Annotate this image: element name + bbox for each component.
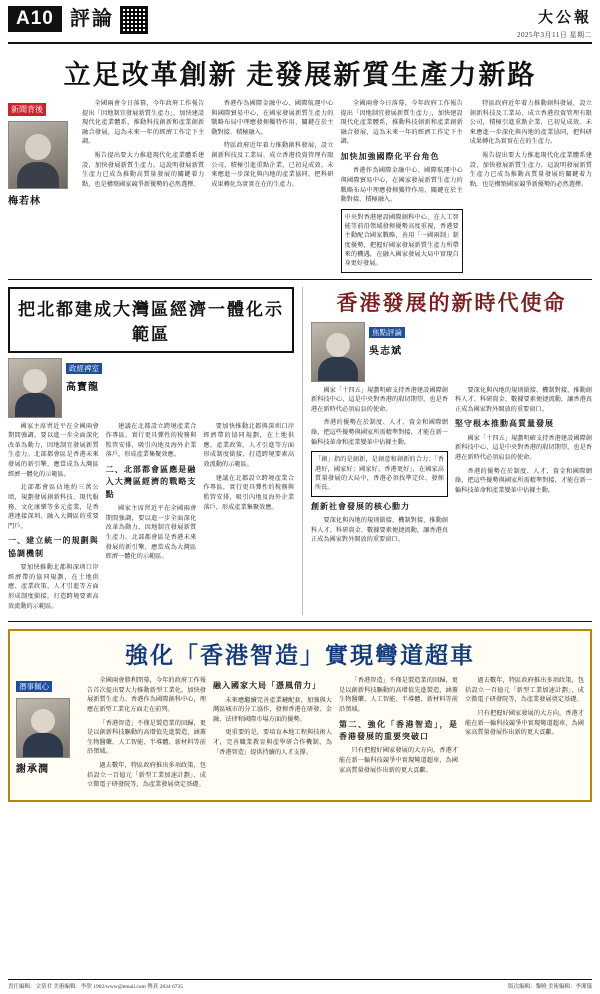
column [82, 99, 204, 273]
author-name: 高寶龍 [66, 381, 99, 393]
column-tag: 政經裨室 [66, 363, 102, 374]
pull-quote: 「創」指的是創新，是創意和創新的合力；「香港好，國家好；國家好，香港更好」，在國家高質量發展的大局中，香港必須找準定位、發揮所長。 [311, 451, 448, 496]
paragraph: 香港的優勢在於制度、人才、資金和國際網絡，把這些優勢與國家所需精準對接，才能在新一輪科技革命和產業變革中佔據主動。 [455, 467, 592, 494]
paragraph: 全國兩會今日落幕，今年政府工作報告提出「因地制宜發展新質生產力」，加快建設現代化產業體系，推動科技創新和產業創新融合發展，這為未來一年的經濟工作定下主調。 [340, 100, 463, 146]
masthead [8, 6, 592, 44]
paragraph: 只有把握好國家發展的大方向，香港才能在新一輪科技競爭中實現彎道超車，為國家高質量發展作出新的更大貢獻。 [339, 747, 458, 774]
subheading: 融入國家大局「憑風借力」 [213, 681, 321, 691]
column [311, 386, 448, 549]
paragraph: 過去數年，特區政府推出多項政策，包括設立一百億元「新型工業加速計劃」、成立微電子研發院等，為產業發展奠定基礎。 [87, 762, 206, 789]
paragraph: 「香港智造」不僅是製造業的回歸，更是以創新科技驅動的高增值先進製造，涵蓋生物醫藥、人工智能、半導體、新材料等前沿領域。 [87, 719, 206, 756]
column [211, 99, 333, 273]
paper-logo: 大公報 [537, 10, 592, 26]
paragraph: 特區政府近年着力推動創科發展，設立創新科技及工業局、成立香港投資管理有限公司，積極引進重點企業，已初見成效。未來應進一步深化與內地的產業協同，把科研成果轉化為實實在在的生產力。 [211, 142, 334, 188]
subheading: 堅守根本推動高質量發展 [455, 419, 554, 429]
column [465, 676, 584, 794]
paragraph: 國家「十四五」規劃明確支持香港建設國際創新科技中心，這是中央對香港的殷切期望，也是香港在新時代必須肩負的使命。 [311, 386, 448, 413]
paragraph: 報告提出要大力推進現代化產業體系建設，加快發展新質生產力。這說明發展新質生產力已成為推動高質量發展的關鍵着力點，也是構築國家競爭新優勢的必然選擇。 [469, 152, 592, 188]
column [470, 99, 592, 273]
masthead-right [517, 6, 592, 40]
paper-date: 2025年3月11日 星期二 [517, 31, 592, 39]
paragraph: 全國兩會勝利閉幕，今年的政府工作報告首次提出要大力推動新型工業化，加快發展新質生產力。香港作為國際創科中心，理應在新型工業化方面走在前列。 [87, 677, 206, 714]
subheading: 創新社會發展的核心動力 [311, 501, 410, 511]
author-name: 謝承潤 [16, 764, 49, 776]
column [339, 676, 458, 794]
feature-body [16, 676, 584, 794]
column [106, 422, 197, 616]
column [213, 676, 332, 794]
paragraph: 只有把握好國家發展的大方向，香港才能在新一輪科技競爭中實現彎道超車，為國家高質量發展作出新的更大貢獻。 [465, 710, 584, 737]
author-portrait [311, 322, 365, 382]
column [8, 422, 99, 616]
pull-quote: 中央對香港建設國際創科中心、在人工智能等前沿領域發揮優勢高度重視，香港要主動配合國家戰略，善用「一國兩制」制度優勢，把握好國家發展新質生產力所帶來的機遇，在融入國家發展大局中實現自身更好發展。 [341, 209, 463, 273]
author-block [311, 322, 592, 382]
column [341, 99, 463, 273]
feature-article [8, 629, 592, 802]
paragraph: 北部都會區佔地約三萬公頃，規劃發展創新科技、現代服務、文化康樂等多元產業，是香港連接深圳、融入大灣區的重要門戶。 [8, 484, 99, 530]
author-portrait [8, 121, 68, 189]
paragraph: 過去數年，特區政府推出多項政策，包括設立一百億元「新型工業加速計劃」、成立微電子研發院等，為產業發展奠定基礎。 [465, 677, 584, 704]
column-tag: 潛事佩心 [16, 681, 52, 692]
lead-article [8, 99, 592, 280]
paragraph: 要加快推動北都與深圳口岸經濟帶的協同規劃，在土地供應、產業政策、人才引進等方面形成制度銜接，打造跨境要素高效流動的示範區。 [203, 422, 295, 469]
author-block [8, 358, 294, 418]
footer-right: 版次編輯：黎曉 美術編輯：李潔儀 [508, 984, 592, 990]
article-new-era-mission [302, 287, 592, 616]
paragraph: 國家主席習近平在全國兩會期間強調，要以進一步全面深化改革為動力，因地制宜發展新質生產力。北部都會區是香港未來發展的新引擎，應當成為大灣區經濟一體化的示範區。 [105, 505, 197, 561]
author-name: 梅若林 [8, 196, 41, 207]
paragraph: 全國兩會今日落幕，今年政府工作報告提出「因地制宜發展新質生產力」，加快建設現代化產業體系，推動科技創新和產業創新融合發展，這為未來一年的經濟工作定下主調。 [82, 100, 205, 146]
article-headline: 把北都建成大灣區經濟一體化示範區 [8, 287, 294, 353]
middle-section [8, 287, 592, 623]
page-footer [8, 979, 592, 990]
column [87, 676, 206, 794]
page-number-badge: A10 [8, 6, 62, 32]
paragraph: 未來應繼續完善產業鏈配套，加強與大灣區城市的分工協作，發揮香港在研發、金融、法律和國際市場方面的優勢。 [213, 696, 332, 723]
article-columns [311, 386, 592, 549]
subheading: 一、建立統一的規劃與協調機制 [8, 536, 99, 558]
paragraph: 「香港智造」不僅是製造業的回歸，更是以創新科技驅動的高增值先進製造，涵蓋生物醫藥、人工智能、半導體、新材料等前沿領域。 [339, 677, 458, 714]
author-portrait [16, 698, 70, 758]
paragraph: 要深化與內地的規則銜接、機制對接，推動創科人才、科研資金、數據要素便捷流動，讓香港真正成為國家對外開放的重要窗口。 [455, 386, 592, 413]
paragraph: 建議在北都設立跨境產業合作專區，實行更具彈性的稅務與監管安排，吸引內地及海外企業落戶，形成產業集聚效應。 [203, 474, 295, 511]
column-tag: 焦點評論 [369, 327, 405, 338]
paragraph: 要深化與內地的規則銜接、機制對接，推動創科人才、科研資金、數據要素便捷流動，讓香港真正成為國家對外開放的重要窗口。 [311, 516, 448, 544]
paragraph: 香港作為國際金融中心、國際航運中心與國際貿易中心，在國家發展新質生產力的戰略布局中理應發揮獨特作用，關鍵在於主動對接、積極融入。 [211, 100, 334, 136]
paragraph: 香港的優勢在於制度、人才、資金和國際網絡，把這些優勢與國家所需精準對接，才能在新一輪科技革命和產業變革中佔據主動。 [311, 419, 448, 446]
byline-tag: 新聞背後 [8, 103, 46, 116]
column [203, 422, 294, 616]
paragraph: 建議在北都設立跨境產業合作專區，實行更具彈性的稅務與監管安排，吸引內地及海外企業落戶，形成產業集聚效應。 [105, 422, 197, 459]
paragraph: 要加快推動北都與深圳口岸經濟帶的協同規劃，在土地供應、產業政策、人才引進等方面形成制度銜接，打造跨境要素高效流動的示範區。 [8, 564, 99, 610]
paragraph: 國家主席習近平在全國兩會期間強調，要以進一步全面深化改革為動力，因地制宜發展新質生產力。北部都會區是香港未來發展的新引擎，應當成為大灣區經濟一體化的示範區。 [8, 422, 99, 478]
qr-code-icon[interactable] [120, 6, 148, 34]
lead-columns [82, 99, 592, 273]
subheading: 二、北部都會區應是融入大灣區經濟的戰略支點 [105, 465, 197, 499]
paragraph: 香港作為國際金融中心、國際航運中心與國際貿易中心，在國家發展新質生產力的戰略布局中理應發揮獨特作用，關鍵在於主動對接、積極融入。 [340, 167, 463, 204]
feature-headline: 強化「香港智造」實現彎道超車 [125, 643, 475, 669]
subheading: 第二、強化「香港智造」，是香港發展的重要突破口 [339, 719, 458, 742]
paragraph: 報告提出要大力推進現代化產業體系建設，加快發展新質生產力。這說明發展新質生產力已成為推動高質量發展的關鍵着力點，也是構築國家競爭新優勢的必然選擇。 [82, 152, 205, 188]
author-portrait [8, 358, 62, 418]
lead-byline [8, 99, 76, 273]
paragraph: 國家「十四五」規劃明確支持香港建設國際創新科技中心，這是中央對香港的殷切期望，也是香港在新時代必須肩負的使命。 [455, 434, 592, 462]
article-north-metropolis [8, 287, 294, 616]
article-columns [8, 422, 294, 616]
lead-headline: 立足改革創新 走發展新質生產力新路 [63, 60, 537, 90]
article-headline: 香港發展的新時代使命 [336, 290, 567, 315]
column [455, 386, 592, 549]
author-name: 吳志斌 [369, 345, 402, 357]
feature-author-block [16, 676, 80, 794]
section-title: 評論 [69, 8, 114, 30]
paragraph: 更重要的是，要培育本地工程與技術人才，完善職業教育與產學研合作機制，為「香港智造」提供持續的人才支撐。 [213, 729, 332, 756]
subheading: 加快加強國際化平台角色 [340, 152, 440, 162]
paragraph: 特區政府近年着力推動創科發展，設立創新科技及工業局、成立香港投資管理有限公司，積極引進重點企業，已初見成效。未來應進一步深化與內地的產業協同，把科研成果轉化為實實在在的生產力。 [469, 100, 592, 146]
footer-left: 責任編輯：文倩君 美術編輯：李欣 1902/www@email.com 傳真 2834 6735 [8, 984, 183, 990]
